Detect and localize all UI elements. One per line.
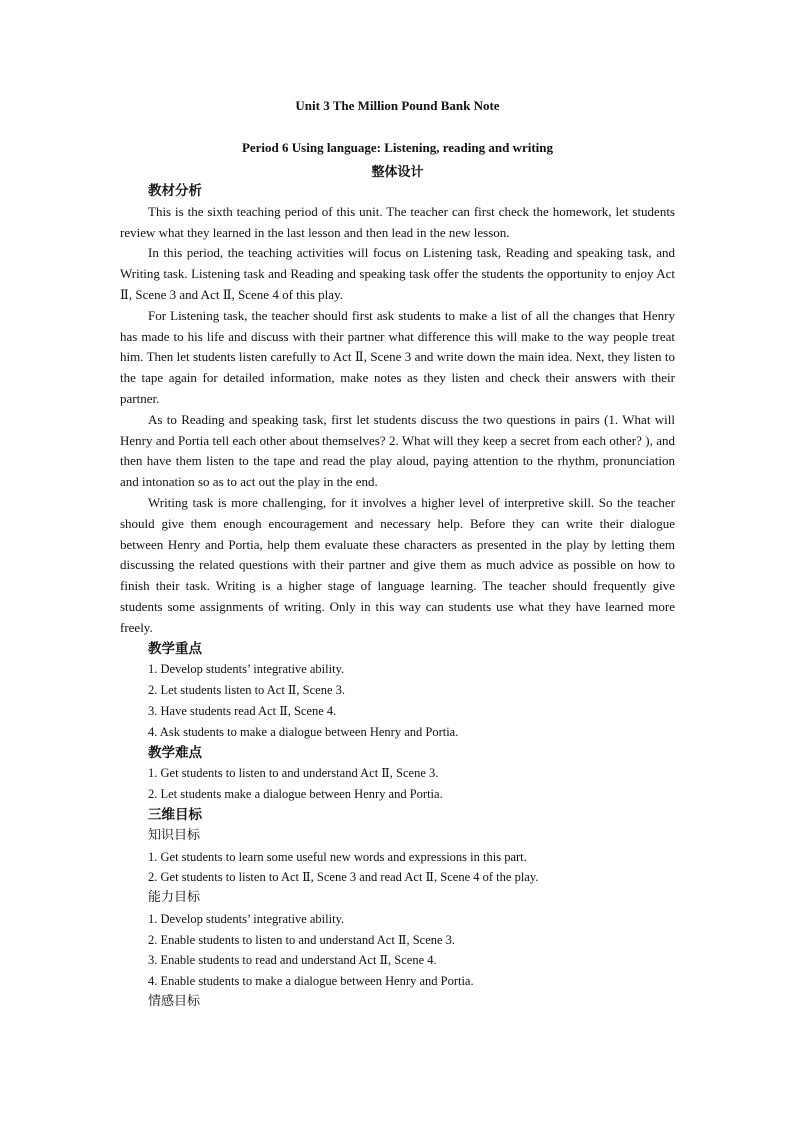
analysis-paragraph: This is the sixth teaching period of this unit. The teacher can first check the homework, let students review what they learned in the last lesson and then lead in the new lesson.	[120, 203, 675, 240]
ability-objectives-heading: 能力目标	[148, 890, 201, 906]
overall-design-heading: 整体设计	[371, 165, 424, 180]
list-item: 4. Enable students to make a dialogue between Henry and Portia.	[148, 974, 474, 989]
period-title: Period 6 Using language: Listening, reading and writing	[241, 140, 554, 155]
list-item: 2. Let students listen to Act Ⅱ, Scene 3.	[148, 683, 346, 698]
objectives-heading: 三维目标	[148, 806, 202, 823]
difficult-points-heading: 教学难点	[148, 744, 202, 761]
list-item: 1. Get students to learn some useful new words and expressions in this part.	[148, 849, 527, 864]
unit-title: Unit 3 The Million Pound Bank Note	[295, 98, 500, 113]
document-body	[120, 181, 675, 1013]
key-points-heading: 教学重点	[148, 640, 202, 657]
list-item: 3. Enable students to read and understand Act Ⅱ, Scene 4.	[148, 953, 437, 968]
key-points-list	[120, 659, 675, 742]
difficult-points-list	[120, 763, 675, 805]
analysis-paragraph: For Listening task, the teacher should first ask students to make a list of all the changes that Henry has made to his life and discuss with their partner what difference this will make to the way people treat him. Then let students listen carefully to Act Ⅱ, Scene 3 and write down the main idea. Next, they listen to the tape again for detailed information, make notes as they listen and check their answers with their partner.	[120, 307, 675, 406]
list-item: 2. Get students to listen to Act Ⅱ, Scene 3 and read Act Ⅱ, Scene 4 of the play.	[148, 870, 539, 885]
ability-objectives-list	[120, 909, 675, 992]
analysis-paragraph: Writing task is more challenging, for it involves a higher level of interpretive skill. So the teacher should give them enough encouragement and necessary help. Before they can write their dialogue between Henry and Portia, help them evaluate these characters as presented in the play by letting them discussing the related questions with their partner and give them as much advice as possible on how to finish their task. Writing is a higher stage of language learning. The teacher should frequently give students some assignments of writing. Only in this way can students use what they have learned more freely.	[120, 494, 675, 635]
list-item: 1. Develop students’ integrative ability.	[148, 911, 345, 926]
analysis-paragraph: As to Reading and speaking task, first let students discuss the two questions in pairs (1. What will Henry and Portia tell each other about themselves? 2. What will they keep a secret from each other? ), and then have them listen to the tape and read the play aloud, paying attention to the rhythm, pronunciation and intonation so as to act out the play in the end.	[120, 411, 675, 490]
list-item: 2. Enable students to listen to and understand Act Ⅱ, Scene 3.	[148, 932, 456, 947]
list-item: 4. Ask students to make a dialogue between Henry and Portia.	[148, 724, 459, 739]
emotion-objectives-heading: 情感目标	[148, 994, 201, 1010]
list-item: 1. Get students to listen to and understand Act Ⅱ, Scene 3.	[148, 766, 439, 781]
list-item: 2. Let students make a dialogue between Henry and Portia.	[148, 787, 443, 802]
knowledge-objectives-heading: 知识目标	[148, 827, 201, 843]
analysis-paragraph: In this period, the teaching activities will focus on Listening task, Reading and speaking task, and Writing task. Listening task and Reading and speaking task offer the students the opportunity to enjoy Act Ⅱ, Scene 3 and Act Ⅱ, Scene 4 of this play.	[120, 245, 675, 302]
analysis-heading: 教材分析	[148, 183, 202, 199]
list-item: 1. Develop students’ integrative ability.	[148, 662, 345, 677]
knowledge-objectives-list	[120, 847, 675, 889]
list-item: 3. Have students read Act Ⅱ, Scene 4.	[148, 703, 337, 718]
